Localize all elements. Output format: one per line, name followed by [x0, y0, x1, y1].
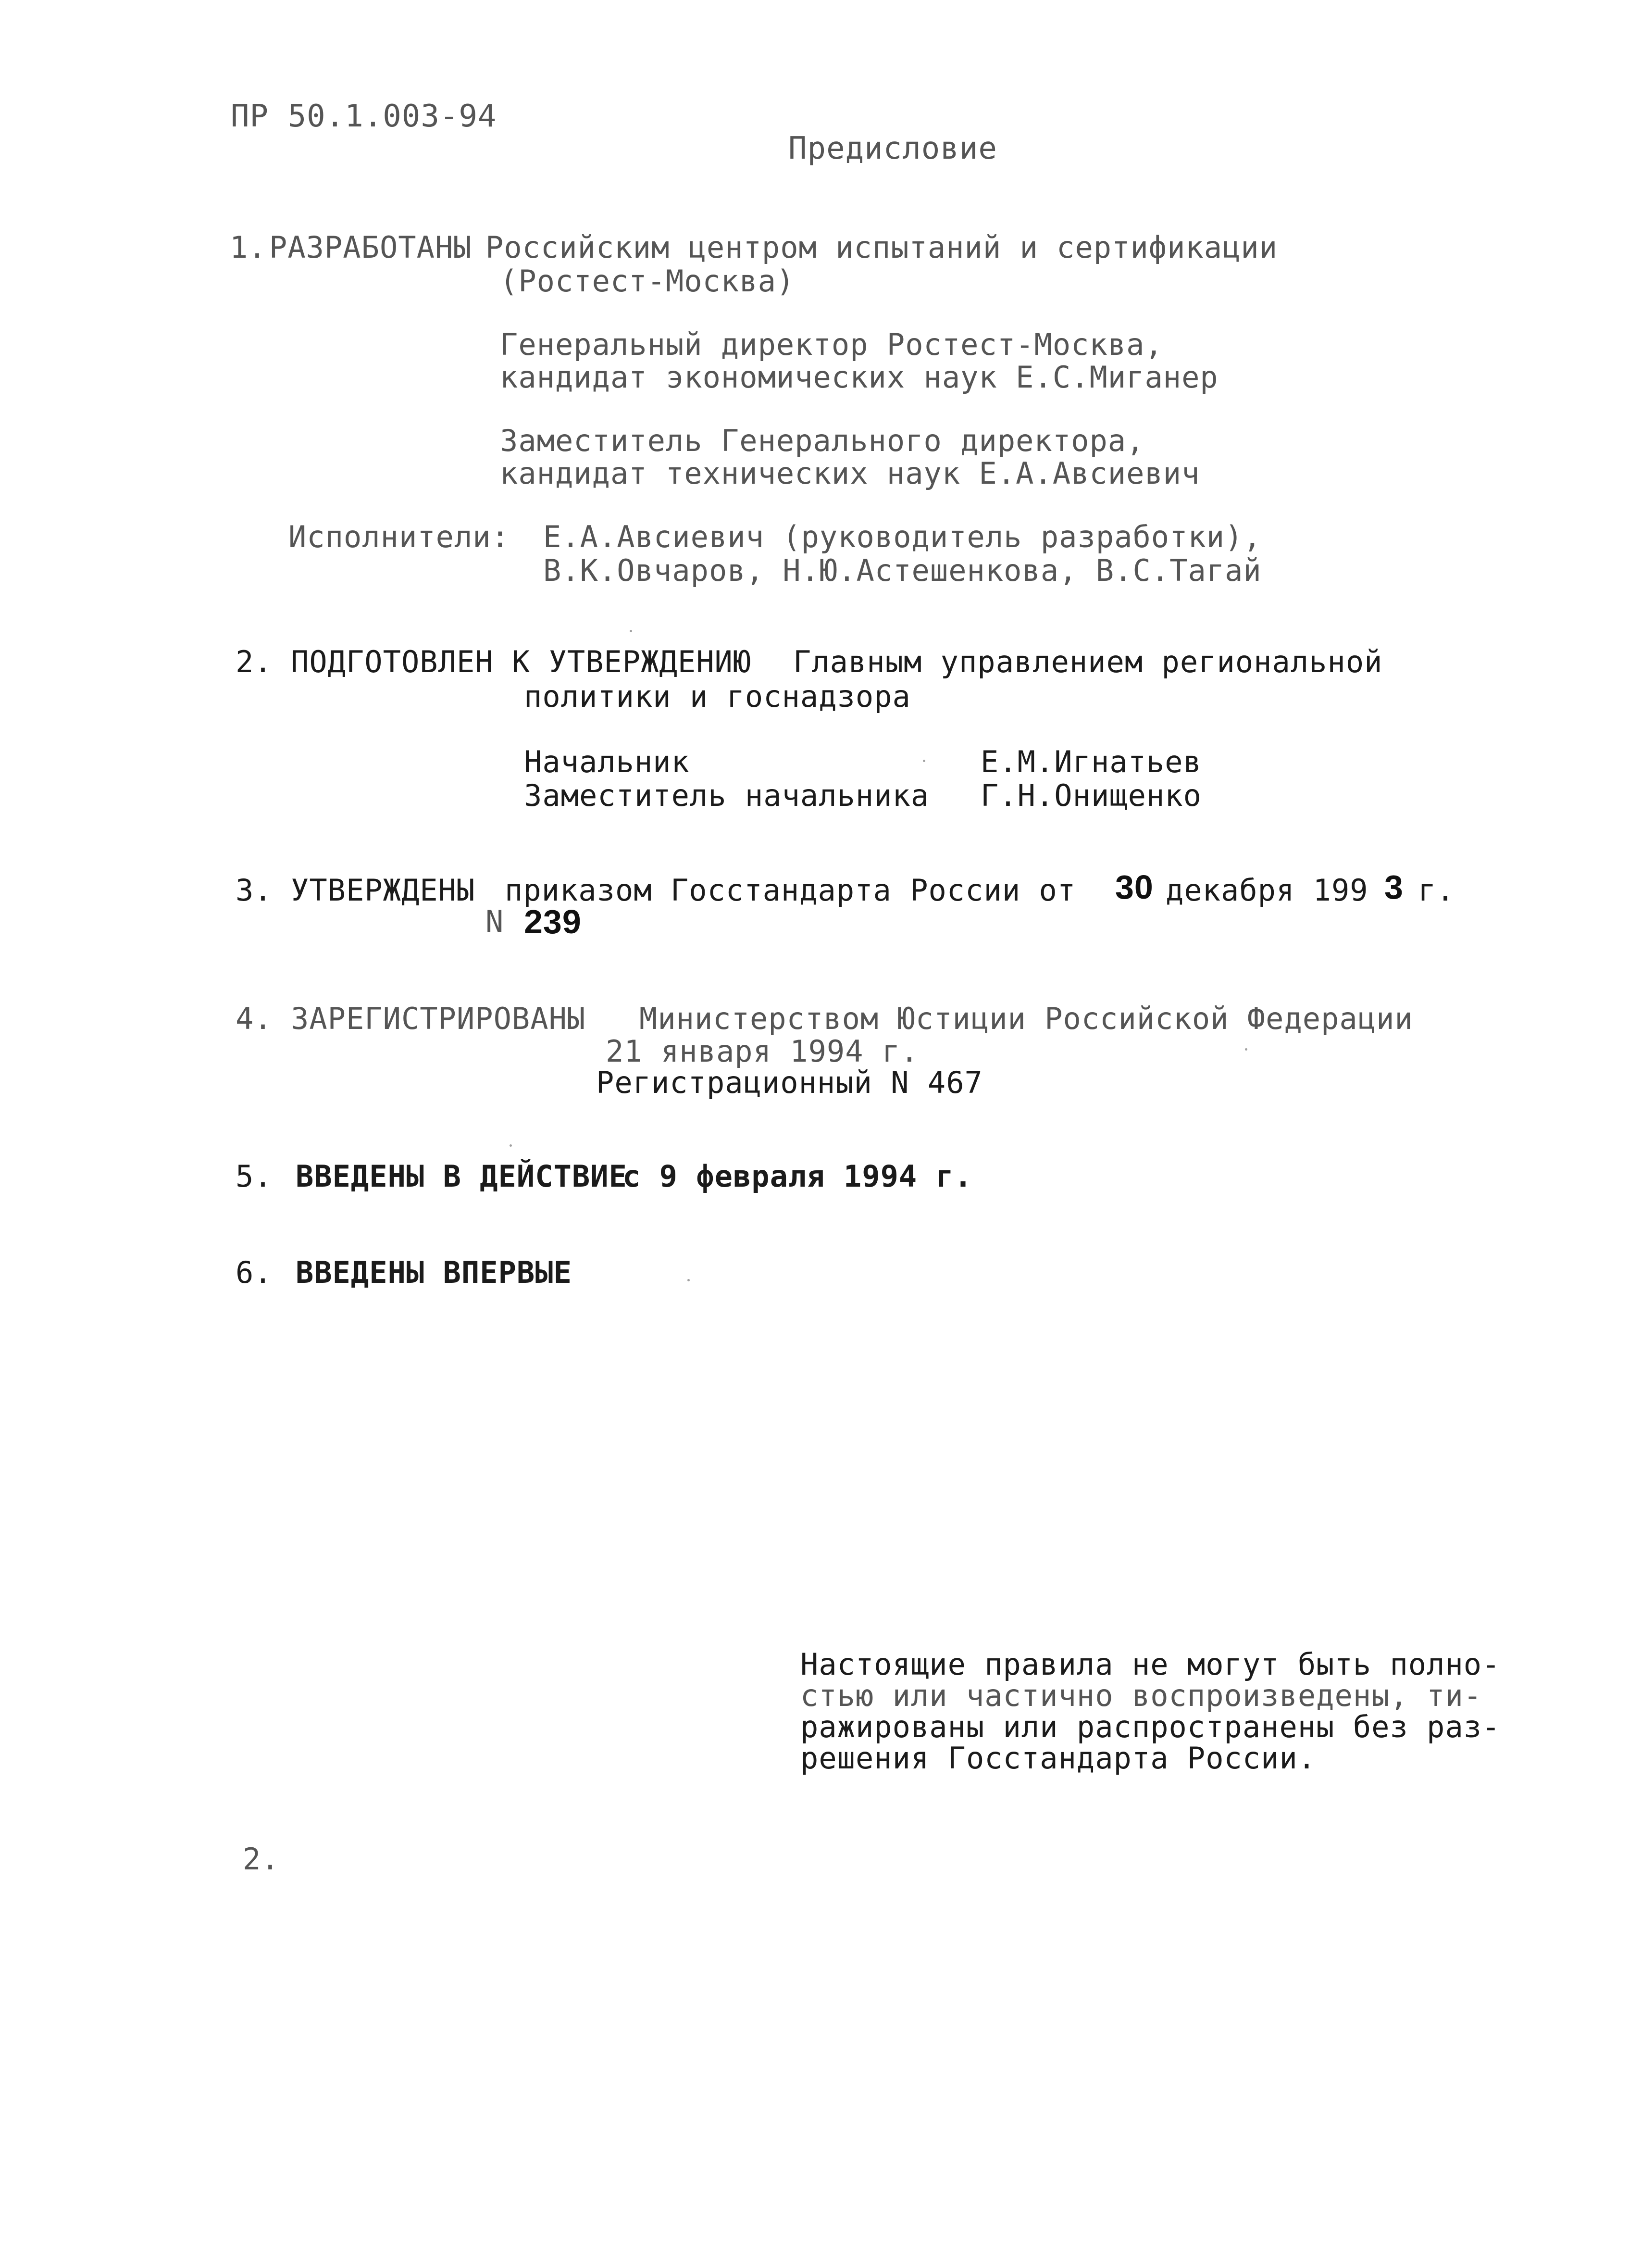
page-number: 2.: [243, 1842, 280, 1877]
item-number: 5.: [236, 1159, 273, 1194]
notice-line: стью или частично воспроизведены, ти-: [800, 1678, 1482, 1713]
item-heading: ПОДГОТОВЛЕН К УТВЕРЖДЕНИЮ: [291, 644, 752, 679]
handwritten-order-number: 239: [524, 903, 582, 940]
handwritten-year-digit: 3: [1384, 868, 1404, 906]
executors-label: Исполнители:: [288, 519, 510, 554]
item-number: 3.: [236, 873, 273, 908]
scan-speck: [510, 1144, 512, 1147]
item-number: 6.: [236, 1255, 273, 1290]
official-role: Начальник: [524, 744, 690, 779]
person-title: Генеральный директор Ростест-Москва,: [500, 327, 1163, 362]
person-title: Заместитель Генерального директора,: [500, 423, 1145, 458]
scan-speck: [1245, 1048, 1247, 1051]
item-number: 4.: [236, 1001, 273, 1036]
item-text: Министерством Юстиции Российской Федерации: [639, 1001, 1413, 1036]
item-number: 1.: [230, 230, 267, 265]
item-number: 2.: [236, 644, 273, 679]
item-heading: ЗАРЕГИСТРИРОВАНЫ: [291, 1001, 586, 1036]
official-role: Заместитель начальника: [524, 778, 930, 813]
registration-number: Регистрационный N 467: [596, 1065, 983, 1100]
notice-line: ражированы или распространены без раз-: [800, 1709, 1501, 1744]
item-heading: РАЗРАБОТАНЫ: [269, 230, 472, 265]
item-heading: УТВЕРЖДЕНЫ: [291, 873, 475, 908]
item-text: (Ростест-Москва): [500, 263, 795, 299]
item-text: декабря 199: [1166, 873, 1368, 908]
item-text: с 9 февраля 1994 г.: [622, 1159, 973, 1194]
executors-list: В.К.Овчаров, Н.Ю.Астешенкова, В.С.Тагай: [543, 553, 1262, 588]
item-heading: ВВЕДЕНЫ ВПЕРВЫЕ: [296, 1255, 572, 1290]
item-text: 21 января 1994 г.: [606, 1034, 919, 1069]
item-text: Главным управлением региональной: [793, 644, 1383, 679]
item-text: политики и госнадзора: [524, 679, 911, 714]
order-number-label: N: [485, 904, 504, 939]
document-code: ПР 50.1.003-94: [231, 99, 497, 134]
item-heading: ВВЕДЕНЫ В ДЕЙСТВИЕ: [296, 1159, 627, 1194]
notice-line: Настоящие правила не могут быть полно-: [800, 1647, 1501, 1682]
notice-line: решения Госстандарта России.: [800, 1741, 1317, 1776]
official-name: Г.Н.Онищенко: [981, 778, 1202, 813]
executors-list: Е.А.Авсиевич (руководитель разработки),: [543, 519, 1262, 554]
section-title: Предисловие: [788, 131, 997, 166]
person-title: кандидат экономических наук Е.С.Миганер: [500, 360, 1219, 395]
item-text: приказом Госстандарта России от: [505, 873, 1076, 908]
scan-speck: [923, 760, 925, 762]
scan-speck: [630, 630, 632, 632]
item-text: г.: [1418, 873, 1455, 908]
official-name: Е.М.Игнатьев: [981, 744, 1202, 779]
person-title: кандидат технических наук Е.А.Авсиевич: [500, 456, 1200, 491]
handwritten-day: 30: [1115, 868, 1154, 906]
item-text: Российским центром испытаний и сертификации: [485, 230, 1278, 265]
scan-speck: [687, 1279, 690, 1281]
